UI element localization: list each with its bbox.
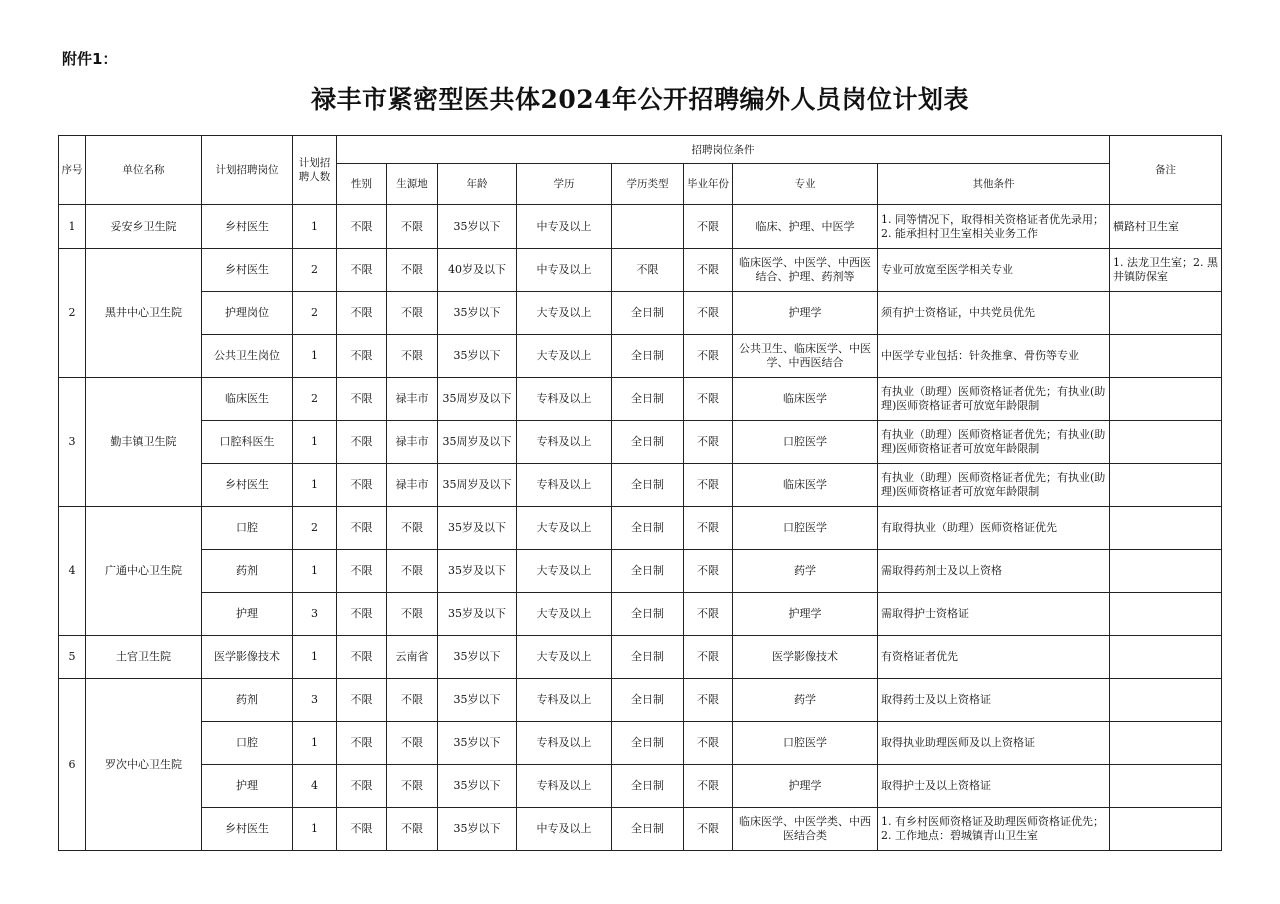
gender-cell: 不限 xyxy=(337,722,387,765)
post-cell: 护理 xyxy=(202,593,293,636)
major-cell: 临床医学、中医学类、中西医结合类 xyxy=(733,808,878,851)
education-type-cell: 全日制 xyxy=(612,765,684,808)
attachment-label: 附件1： xyxy=(62,50,118,68)
count-cell: 2 xyxy=(293,249,337,292)
post-cell: 口腔科医生 xyxy=(202,421,293,464)
major-cell: 护理学 xyxy=(733,765,878,808)
table-header xyxy=(59,136,1222,205)
post-cell: 药剂 xyxy=(202,550,293,593)
education-cell: 大专及以上 xyxy=(517,335,612,378)
gender-cell: 不限 xyxy=(337,808,387,851)
header-seq: 序号 xyxy=(59,136,86,205)
age-cell: 35岁及以下 xyxy=(438,507,517,550)
post-cell: 临床医生 xyxy=(202,378,293,421)
major-cell: 口腔医学 xyxy=(733,722,878,765)
post-cell: 口腔 xyxy=(202,507,293,550)
count-cell: 1 xyxy=(293,550,337,593)
education-cell: 大专及以上 xyxy=(517,636,612,679)
education-type-cell: 全日制 xyxy=(612,335,684,378)
origin-cell: 不限 xyxy=(387,808,438,851)
graduation-year-cell: 不限 xyxy=(684,722,733,765)
gender-cell: 不限 xyxy=(337,636,387,679)
education-type-cell: 全日制 xyxy=(612,636,684,679)
education-cell: 专科及以上 xyxy=(517,765,612,808)
table-row xyxy=(59,808,1222,851)
gender-cell: 不限 xyxy=(337,205,387,249)
post-cell: 乡村医生 xyxy=(202,464,293,507)
other-conditions-cell: 取得药士及以上资格证 xyxy=(878,679,1110,722)
table-row xyxy=(59,464,1222,507)
remark-cell xyxy=(1110,722,1222,765)
age-cell: 35岁以下 xyxy=(438,335,517,378)
gender-cell: 不限 xyxy=(337,765,387,808)
table-row xyxy=(59,550,1222,593)
other-conditions-cell: 须有护士资格证，中共党员优先 xyxy=(878,292,1110,335)
table-body xyxy=(59,205,1222,851)
origin-cell: 云南省 xyxy=(387,636,438,679)
table-row xyxy=(59,722,1222,765)
education-type-cell: 不限 xyxy=(612,249,684,292)
header-gender: 性别 xyxy=(337,164,387,205)
other-conditions-cell: 需取得护士资格证 xyxy=(878,593,1110,636)
table-row xyxy=(59,335,1222,378)
age-cell: 35岁以下 xyxy=(438,765,517,808)
graduation-year-cell: 不限 xyxy=(684,335,733,378)
education-type-cell: 全日制 xyxy=(612,464,684,507)
education-type-cell xyxy=(612,205,684,249)
origin-cell: 不限 xyxy=(387,765,438,808)
gender-cell: 不限 xyxy=(337,593,387,636)
remark-cell xyxy=(1110,808,1222,851)
header-age: 年龄 xyxy=(438,164,517,205)
table-row xyxy=(59,292,1222,335)
major-cell: 药学 xyxy=(733,550,878,593)
gender-cell: 不限 xyxy=(337,507,387,550)
count-cell: 1 xyxy=(293,722,337,765)
other-conditions-cell: 有资格证者优先 xyxy=(878,636,1110,679)
education-cell: 专科及以上 xyxy=(517,722,612,765)
post-cell: 医学影像技术 xyxy=(202,636,293,679)
gender-cell: 不限 xyxy=(337,679,387,722)
education-cell: 大专及以上 xyxy=(517,550,612,593)
origin-cell: 不限 xyxy=(387,550,438,593)
post-cell: 护理岗位 xyxy=(202,292,293,335)
origin-cell: 不限 xyxy=(387,205,438,249)
education-type-cell: 全日制 xyxy=(612,808,684,851)
remark-cell xyxy=(1110,593,1222,636)
major-cell: 口腔医学 xyxy=(733,421,878,464)
table-row xyxy=(59,507,1222,550)
unit-name-cell: 土官卫生院 xyxy=(86,636,202,679)
remark-cell xyxy=(1110,421,1222,464)
seq-cell: 1 xyxy=(59,205,86,249)
major-cell: 临床医学 xyxy=(733,464,878,507)
major-cell: 临床、护理、中医学 xyxy=(733,205,878,249)
age-cell: 40岁及以下 xyxy=(438,249,517,292)
other-conditions-cell: 有执业（助理）医师资格证者优先；有执业(助理)医师资格证者可放宽年龄限制 xyxy=(878,421,1110,464)
header-graduation-year: 毕业年份 xyxy=(684,164,733,205)
age-cell: 35岁以下 xyxy=(438,205,517,249)
gender-cell: 不限 xyxy=(337,292,387,335)
origin-cell: 禄丰市 xyxy=(387,464,438,507)
remark-cell xyxy=(1110,292,1222,335)
origin-cell: 不限 xyxy=(387,507,438,550)
table-row xyxy=(59,636,1222,679)
seq-cell: 6 xyxy=(59,679,86,851)
remark-cell xyxy=(1110,636,1222,679)
graduation-year-cell: 不限 xyxy=(684,507,733,550)
education-cell: 大专及以上 xyxy=(517,292,612,335)
education-cell: 专科及以上 xyxy=(517,421,612,464)
post-cell: 乡村医生 xyxy=(202,249,293,292)
count-cell: 2 xyxy=(293,378,337,421)
other-conditions-cell: 有取得执业（助理）医师资格证优先 xyxy=(878,507,1110,550)
education-type-cell: 全日制 xyxy=(612,507,684,550)
seq-cell: 3 xyxy=(59,378,86,507)
education-type-cell: 全日制 xyxy=(612,292,684,335)
remark-cell xyxy=(1110,765,1222,808)
remark-cell: 横路村卫生室 xyxy=(1110,205,1222,249)
header-origin: 生源地 xyxy=(387,164,438,205)
count-cell: 1 xyxy=(293,808,337,851)
count-cell: 2 xyxy=(293,292,337,335)
graduation-year-cell: 不限 xyxy=(684,765,733,808)
header-major: 专业 xyxy=(733,164,878,205)
seq-cell: 5 xyxy=(59,636,86,679)
count-cell: 3 xyxy=(293,679,337,722)
other-conditions-cell: 需取得药剂士及以上资格 xyxy=(878,550,1110,593)
age-cell: 35岁以下 xyxy=(438,292,517,335)
table-row xyxy=(59,593,1222,636)
age-cell: 35岁以下 xyxy=(438,808,517,851)
major-cell: 公共卫生、临床医学、中医学、中西医结合 xyxy=(733,335,878,378)
origin-cell: 不限 xyxy=(387,335,438,378)
education-cell: 专科及以上 xyxy=(517,378,612,421)
age-cell: 35周岁及以下 xyxy=(438,378,517,421)
education-cell: 中专及以上 xyxy=(517,205,612,249)
graduation-year-cell: 不限 xyxy=(684,636,733,679)
post-cell: 口腔 xyxy=(202,722,293,765)
remark-cell xyxy=(1110,378,1222,421)
unit-name-cell: 罗次中心卫生院 xyxy=(86,679,202,851)
major-cell: 临床医学 xyxy=(733,378,878,421)
origin-cell: 不限 xyxy=(387,722,438,765)
education-cell: 大专及以上 xyxy=(517,507,612,550)
other-conditions-cell: 有执业（助理）医师资格证者优先；有执业(助理)医师资格证者可放宽年龄限制 xyxy=(878,464,1110,507)
education-cell: 中专及以上 xyxy=(517,249,612,292)
remark-cell xyxy=(1110,507,1222,550)
gender-cell: 不限 xyxy=(337,421,387,464)
count-cell: 1 xyxy=(293,421,337,464)
remark-cell xyxy=(1110,464,1222,507)
education-type-cell: 全日制 xyxy=(612,679,684,722)
other-conditions-cell: 专业可放宽至医学相关专业 xyxy=(878,249,1110,292)
gender-cell: 不限 xyxy=(337,550,387,593)
graduation-year-cell: 不限 xyxy=(684,378,733,421)
post-cell: 公共卫生岗位 xyxy=(202,335,293,378)
other-conditions-cell: 有执业（助理）医师资格证者优先；有执业(助理)医师资格证者可放宽年龄限制 xyxy=(878,378,1110,421)
major-cell: 药学 xyxy=(733,679,878,722)
remark-cell xyxy=(1110,550,1222,593)
education-type-cell: 全日制 xyxy=(612,421,684,464)
gender-cell: 不限 xyxy=(337,249,387,292)
graduation-year-cell: 不限 xyxy=(684,292,733,335)
recruitment-plan-table xyxy=(58,135,1222,851)
education-type-cell: 全日制 xyxy=(612,722,684,765)
major-cell: 护理学 xyxy=(733,593,878,636)
major-cell: 口腔医学 xyxy=(733,507,878,550)
gender-cell: 不限 xyxy=(337,335,387,378)
other-conditions-cell: 1. 有乡村医师资格证及助理医师资格证优先；2. 工作地点：碧城镇青山卫生室 xyxy=(878,808,1110,851)
post-cell: 乡村医生 xyxy=(202,205,293,249)
count-cell: 2 xyxy=(293,507,337,550)
graduation-year-cell: 不限 xyxy=(684,550,733,593)
table-row xyxy=(59,421,1222,464)
age-cell: 35岁及以下 xyxy=(438,550,517,593)
seq-cell: 4 xyxy=(59,507,86,636)
origin-cell: 不限 xyxy=(387,292,438,335)
education-cell: 大专及以上 xyxy=(517,593,612,636)
seq-cell: 2 xyxy=(59,249,86,378)
major-cell: 医学影像技术 xyxy=(733,636,878,679)
origin-cell: 不限 xyxy=(387,679,438,722)
education-cell: 中专及以上 xyxy=(517,808,612,851)
other-conditions-cell: 取得执业助理医师及以上资格证 xyxy=(878,722,1110,765)
document-title: 禄丰市紧密型医共体2024年公开招聘编外人员岗位计划表 xyxy=(310,85,970,114)
header-other-conditions: 其他条件 xyxy=(878,164,1110,205)
table-row xyxy=(59,765,1222,808)
major-cell: 临床医学、中医学、中西医结合、护理、药剂等 xyxy=(733,249,878,292)
age-cell: 35岁及以下 xyxy=(438,593,517,636)
count-cell: 3 xyxy=(293,593,337,636)
graduation-year-cell: 不限 xyxy=(684,808,733,851)
gender-cell: 不限 xyxy=(337,378,387,421)
header-post: 计划招聘岗位 xyxy=(202,136,293,205)
remark-cell xyxy=(1110,335,1222,378)
origin-cell: 不限 xyxy=(387,249,438,292)
gender-cell: 不限 xyxy=(337,464,387,507)
age-cell: 35岁以下 xyxy=(438,679,517,722)
other-conditions-cell: 取得护士及以上资格证 xyxy=(878,765,1110,808)
header-education-type: 学历类型 xyxy=(612,164,684,205)
header-unit-name: 单位名称 xyxy=(86,136,202,205)
graduation-year-cell: 不限 xyxy=(684,593,733,636)
graduation-year-cell: 不限 xyxy=(684,679,733,722)
header-remark: 备注 xyxy=(1110,136,1222,205)
header-count: 计划招聘人数 xyxy=(293,136,337,205)
age-cell: 35周岁及以下 xyxy=(438,464,517,507)
origin-cell: 禄丰市 xyxy=(387,421,438,464)
unit-name-cell: 黑井中心卫生院 xyxy=(86,249,202,378)
graduation-year-cell: 不限 xyxy=(684,205,733,249)
post-cell: 护理 xyxy=(202,765,293,808)
post-cell: 乡村医生 xyxy=(202,808,293,851)
graduation-year-cell: 不限 xyxy=(684,464,733,507)
post-cell: 药剂 xyxy=(202,679,293,722)
header-education: 学历 xyxy=(517,164,612,205)
age-cell: 35岁以下 xyxy=(438,636,517,679)
remark-cell: 1. 法龙卫生室；2. 黑井镇防保室 xyxy=(1110,249,1222,292)
unit-name-cell: 广通中心卫生院 xyxy=(86,507,202,636)
count-cell: 1 xyxy=(293,636,337,679)
remark-cell xyxy=(1110,679,1222,722)
education-type-cell: 全日制 xyxy=(612,550,684,593)
graduation-year-cell: 不限 xyxy=(684,421,733,464)
table-row xyxy=(59,679,1222,722)
count-cell: 4 xyxy=(293,765,337,808)
other-conditions-cell: 中医学专业包括：针灸推拿、骨伤等专业 xyxy=(878,335,1110,378)
major-cell: 护理学 xyxy=(733,292,878,335)
table-row xyxy=(59,249,1222,292)
table-row xyxy=(59,205,1222,249)
education-type-cell: 全日制 xyxy=(612,593,684,636)
origin-cell: 不限 xyxy=(387,593,438,636)
count-cell: 1 xyxy=(293,335,337,378)
table-row xyxy=(59,378,1222,421)
age-cell: 35岁以下 xyxy=(438,722,517,765)
age-cell: 35周岁及以下 xyxy=(438,421,517,464)
header-conditions: 招聘岗位条件 xyxy=(337,136,1110,164)
education-type-cell: 全日制 xyxy=(612,378,684,421)
education-cell: 专科及以上 xyxy=(517,464,612,507)
graduation-year-cell: 不限 xyxy=(684,249,733,292)
other-conditions-cell: 1. 同等情况下，取得相关资格证者优先录用；2. 能承担村卫生室相关业务工作 xyxy=(878,205,1110,249)
count-cell: 1 xyxy=(293,464,337,507)
origin-cell: 禄丰市 xyxy=(387,378,438,421)
unit-name-cell: 勤丰镇卫生院 xyxy=(86,378,202,507)
unit-name-cell: 妥安乡卫生院 xyxy=(86,205,202,249)
count-cell: 1 xyxy=(293,205,337,249)
education-cell: 专科及以上 xyxy=(517,679,612,722)
